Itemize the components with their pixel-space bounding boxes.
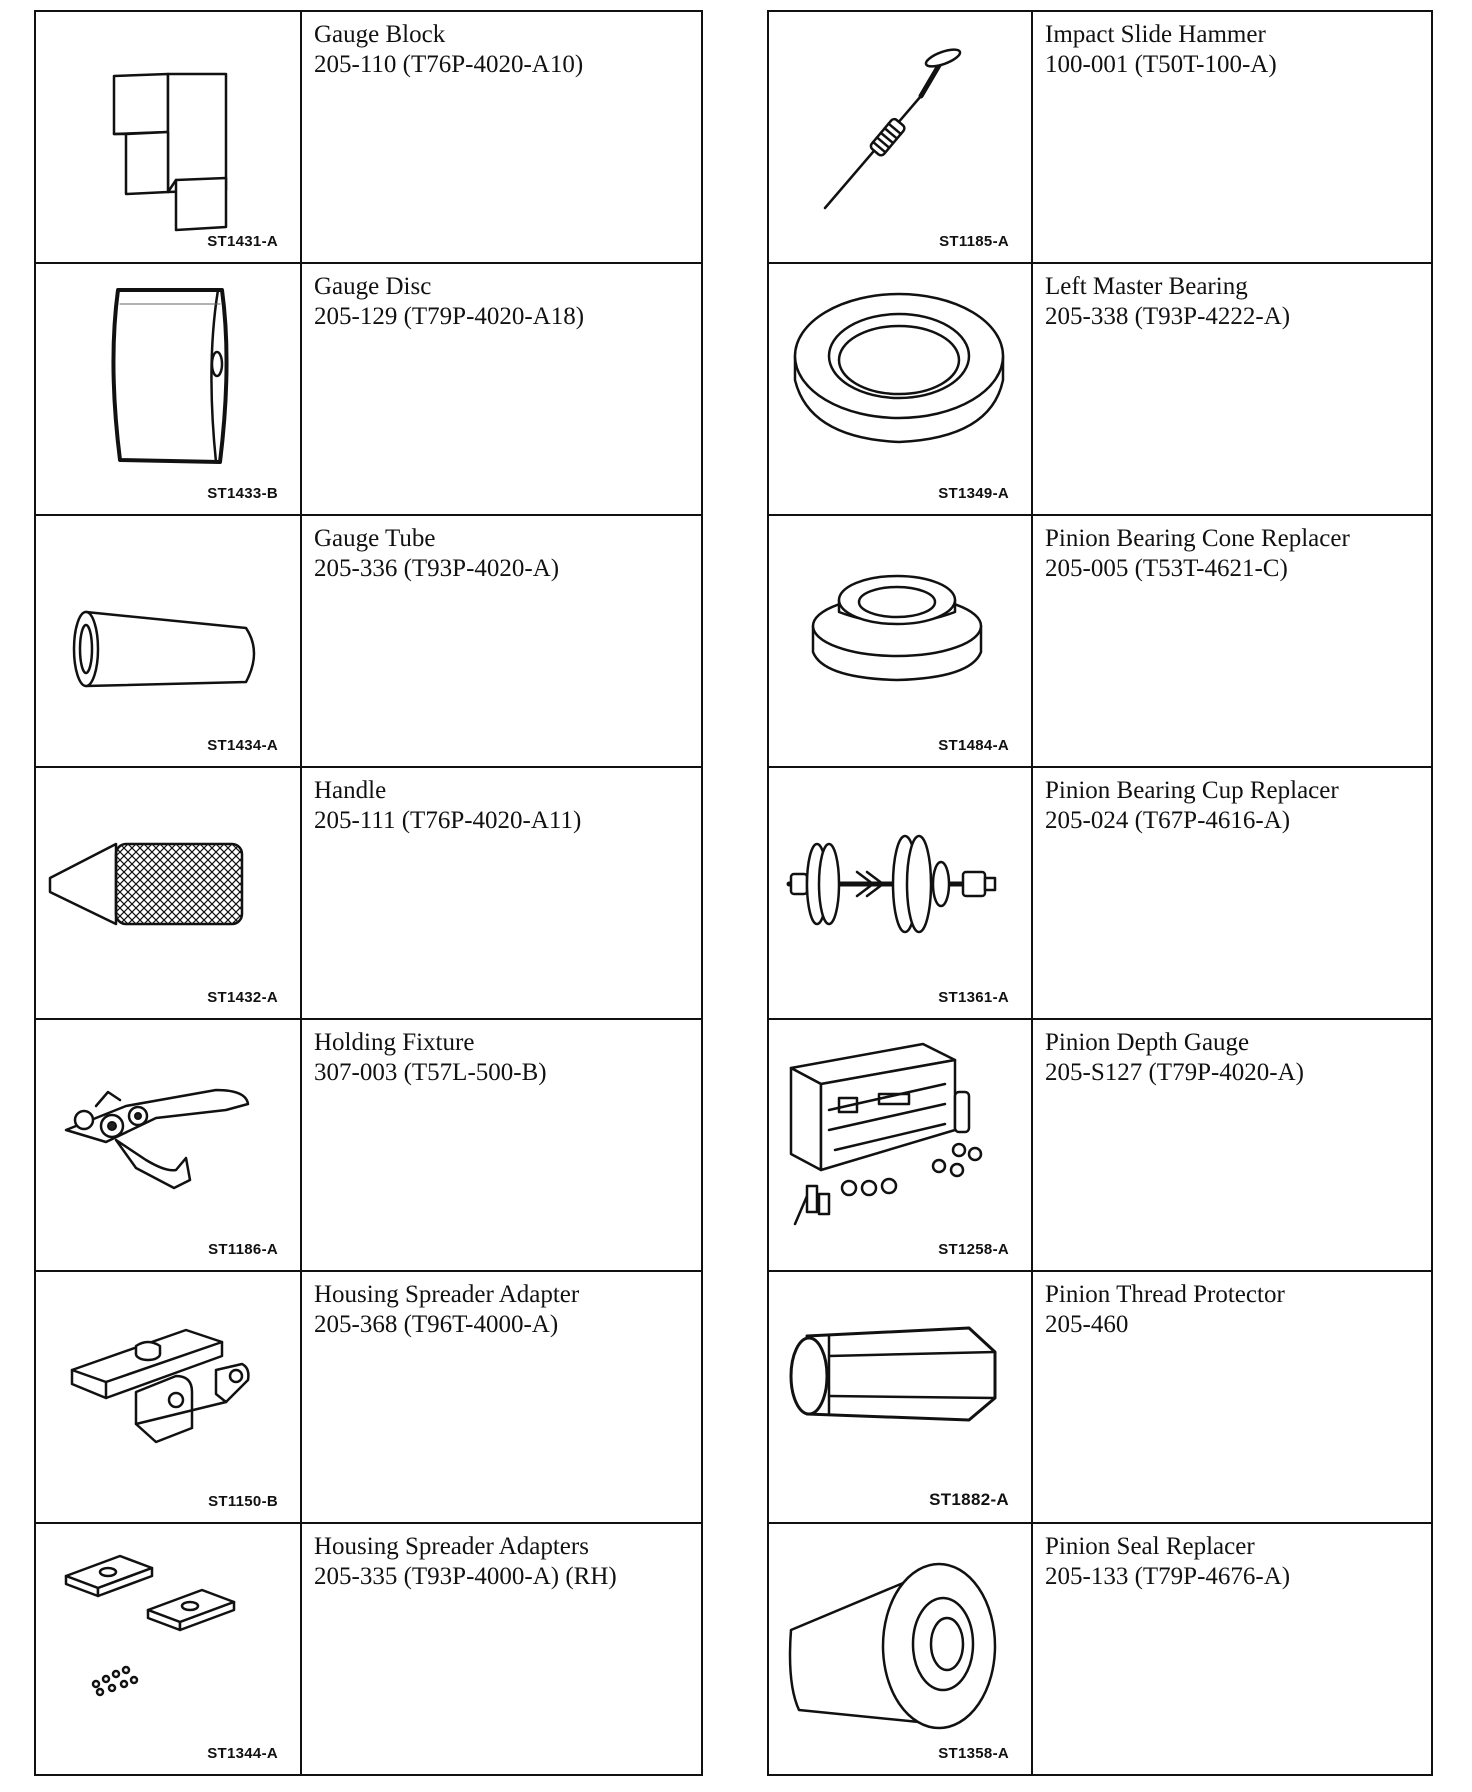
- illustration-code: ST1258-A: [938, 1241, 1009, 1258]
- tool-number: 205-460: [1045, 1311, 1129, 1338]
- tool-row: [35, 1523, 702, 1775]
- tool-row: [35, 263, 702, 515]
- gauge-block-icon: [36, 12, 298, 260]
- tool-name: Holding Fixture: [314, 1029, 475, 1056]
- tool-row: [35, 11, 702, 263]
- slide-hammer-icon: [769, 12, 1029, 260]
- tool-row: [35, 515, 702, 767]
- tool-number: 100-001 (T50T-100-A): [1045, 51, 1277, 78]
- illustration-code: ST1186-A: [208, 1241, 278, 1258]
- cup-replacer-icon: [769, 768, 1029, 1016]
- housing-spreader-adapters-icon: [36, 1524, 298, 1772]
- tool-illustration-cell: [768, 767, 1032, 1019]
- tool-number: 205-338 (T93P-4222-A): [1045, 303, 1291, 330]
- tool-description-cell: [301, 1523, 702, 1775]
- tool-number: 205-133 (T79P-4676-A): [1045, 1563, 1291, 1590]
- tool-illustration-cell: [35, 263, 301, 515]
- tool-name: Gauge Disc: [314, 273, 432, 300]
- gauge-tube-icon: [36, 516, 298, 764]
- tool-illustration-cell: [35, 1019, 301, 1271]
- gauge-disc-icon: [36, 264, 298, 512]
- tool-number: 205-111 (T76P-4020-A11): [314, 807, 582, 834]
- tool-description-cell: [1032, 1019, 1432, 1271]
- tool-description-cell: [301, 263, 702, 515]
- tool-number: 307-003 (T57L-500-B): [314, 1059, 547, 1086]
- tool-illustration-cell: [35, 767, 301, 1019]
- tool-row: [768, 1523, 1432, 1775]
- illustration-code: ST1432-A: [207, 989, 278, 1006]
- illustration-code: ST1185-A: [939, 233, 1009, 250]
- tool-description-cell: [1032, 515, 1432, 767]
- tool-illustration-cell: [768, 11, 1032, 263]
- tool-row: [768, 1271, 1432, 1523]
- tool-name: Pinion Seal Replacer: [1045, 1533, 1255, 1560]
- special-tools-table-right: [767, 10, 1433, 1776]
- illustration-code: ST1361-A: [938, 989, 1009, 1006]
- tool-row: [35, 1019, 702, 1271]
- tool-name: Housing Spreader Adapter: [314, 1281, 580, 1308]
- illustration-code: ST1433-B: [207, 485, 278, 502]
- tool-name: Pinion Thread Protector: [1045, 1281, 1285, 1308]
- tool-name: Left Master Bearing: [1045, 273, 1248, 300]
- tool-description-cell: [1032, 767, 1432, 1019]
- tool-description-cell: [301, 767, 702, 1019]
- tool-description-cell: [301, 1271, 702, 1523]
- tool-illustration-cell: [35, 1271, 301, 1523]
- tool-name: Pinion Bearing Cup Replacer: [1045, 777, 1339, 804]
- tool-illustration-cell: [768, 515, 1032, 767]
- tool-row: [768, 515, 1432, 767]
- illustration-code: ST1434-A: [207, 737, 278, 754]
- tool-row: [768, 1019, 1432, 1271]
- tool-row: [768, 767, 1432, 1019]
- master-bearing-icon: [769, 264, 1029, 512]
- illustration-code: ST1882-A: [929, 1490, 1009, 1509]
- tool-description-cell: [1032, 1271, 1432, 1523]
- tool-description-cell: [1032, 11, 1432, 263]
- tool-description-cell: [301, 515, 702, 767]
- tool-number: 205-024 (T67P-4616-A): [1045, 807, 1291, 834]
- tool-illustration-cell: [768, 1019, 1032, 1271]
- depth-gauge-kit-icon: [769, 1020, 1029, 1268]
- tool-number: 205-368 (T96T-4000-A): [314, 1311, 559, 1338]
- tool-row: [35, 1271, 702, 1523]
- housing-spreader-adapter-icon: [36, 1272, 298, 1520]
- thread-protector-icon: [769, 1272, 1029, 1520]
- tool-row: [35, 767, 702, 1019]
- tool-number: 205-335 (T93P-4000-A) (RH): [314, 1563, 617, 1590]
- holding-fixture-icon: [36, 1020, 298, 1268]
- tool-name: Gauge Tube: [314, 525, 436, 552]
- tool-name: Pinion Bearing Cone Replacer: [1045, 525, 1350, 552]
- tool-number: 205-336 (T93P-4020-A): [314, 555, 560, 582]
- tool-illustration-cell: [768, 1271, 1032, 1523]
- illustration-code: ST1150-B: [208, 1493, 278, 1510]
- tool-name: Housing Spreader Adapters: [314, 1533, 589, 1560]
- tool-illustration-cell: [35, 515, 301, 767]
- tool-number: 205-S127 (T79P-4020-A): [1045, 1059, 1305, 1086]
- handle-icon: [36, 768, 298, 1016]
- tool-description-cell: [301, 1019, 702, 1271]
- tool-name: Handle: [314, 777, 387, 804]
- tool-name: Gauge Block: [314, 21, 446, 48]
- tool-illustration-cell: [35, 11, 301, 263]
- tool-name: Impact Slide Hammer: [1045, 21, 1266, 48]
- tool-number: 205-129 (T79P-4020-A18): [314, 303, 585, 330]
- tool-row: [768, 11, 1432, 263]
- illustration-code: ST1349-A: [938, 485, 1009, 502]
- illustration-code: ST1358-A: [938, 1745, 1009, 1762]
- special-tools-table-left: [34, 10, 703, 1776]
- illustration-code: ST1431-A: [207, 233, 278, 250]
- tool-row: [768, 263, 1432, 515]
- cone-replacer-icon: [769, 516, 1029, 764]
- illustration-code: ST1484-A: [938, 737, 1009, 754]
- illustration-code: ST1344-A: [207, 1745, 278, 1762]
- tool-name: Pinion Depth Gauge: [1045, 1029, 1250, 1056]
- tool-description-cell: [1032, 263, 1432, 515]
- tool-illustration-cell: [768, 263, 1032, 515]
- tool-number: 205-110 (T76P-4020-A10): [314, 51, 584, 78]
- tool-description-cell: [301, 11, 702, 263]
- tool-number: 205-005 (T53T-4621-C): [1045, 555, 1288, 582]
- tool-illustration-cell: [768, 1523, 1032, 1775]
- seal-replacer-icon: [769, 1524, 1029, 1772]
- tool-illustration-cell: [35, 1523, 301, 1775]
- tool-description-cell: [1032, 1523, 1432, 1775]
